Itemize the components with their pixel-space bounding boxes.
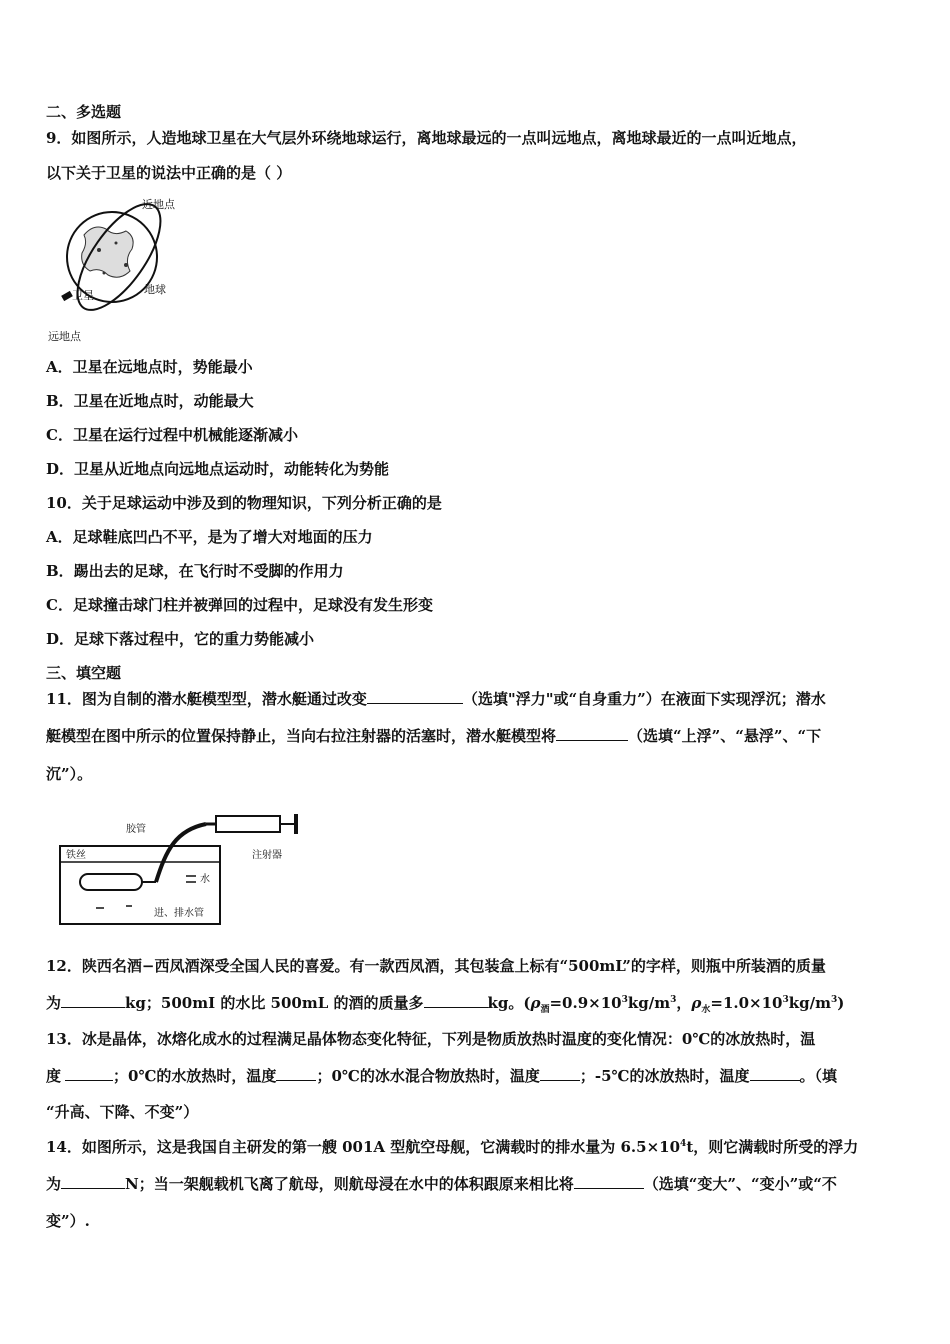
answer-blank[interactable]	[61, 993, 125, 1008]
q13-text: ；-5℃的冰放热时，温度	[579, 1067, 750, 1085]
answer-blank[interactable]	[750, 1066, 800, 1081]
q10-option-b: B．踢出去的足球，在飞行时不受脚的作用力	[46, 562, 344, 580]
syringe-label: 注射器	[252, 850, 282, 861]
tube-label: 胶管	[126, 824, 146, 835]
answer-blank[interactable]	[276, 1066, 316, 1081]
q14-line2	[46, 1174, 837, 1194]
q12-text: =0.9×10	[549, 994, 622, 1012]
q11-text: （选填“上浮”、“悬浮”、“下	[628, 727, 822, 745]
wire-label: 铁丝	[66, 850, 86, 861]
q11-line1	[46, 689, 826, 709]
exponent: 3	[830, 995, 838, 1005]
q9-stem-line2: 以下关于卫星的说法中正确的是（ ）	[46, 164, 292, 182]
q13-text: ；0℃的水放热时，温度	[113, 1067, 277, 1085]
q12-line2	[46, 993, 844, 1013]
q10-option-d: D．足球下落过程中，它的重力势能减小	[46, 630, 315, 648]
q11-line2	[46, 726, 821, 746]
earth-dot	[103, 272, 106, 275]
q13-line2	[46, 1066, 837, 1086]
answer-blank[interactable]	[424, 993, 488, 1008]
exponent: 3	[621, 995, 628, 1005]
q10-stem: 10．关于足球运动中涉及到的物理知识，下列分析正确的是	[46, 494, 442, 512]
section-title-fill-blank: 三、填空题	[46, 664, 122, 682]
answer-blank[interactable]	[574, 1174, 644, 1189]
satellite-orbit-figure	[44, 195, 194, 345]
exponent: 3	[782, 995, 789, 1005]
q9-option-c: C．卫星在运行过程中机械能逐渐减小	[46, 426, 298, 444]
q13-line3: “升高、下降、不变”）	[46, 1103, 199, 1121]
q12-text: 为	[46, 994, 62, 1012]
q14-text: 为	[46, 1175, 62, 1193]
q11-line3: 沉”）。	[46, 765, 93, 783]
q11-text: 11．图为自制的潜水艇模型型，潜水艇通过改变	[46, 690, 367, 708]
apogee-label: 远地点	[48, 330, 81, 343]
q11-text: 艇模型在图中所示的位置保持静止，当向右拉注射器的活塞时，潜水艇模型将	[46, 727, 557, 745]
inlet-label: 进、排水管	[154, 908, 204, 919]
q11-text: （选填"浮力"或“自身重力”）在液面下实现浮沉；潜水	[462, 690, 826, 708]
subscript-water: 水	[701, 1005, 711, 1015]
q14-line3: 变”）.	[46, 1212, 90, 1230]
answer-blank[interactable]	[61, 1174, 125, 1189]
q14-text: 14．如图所示，这是我国自主研发的第一艘 001A 型航空母舰，它满载时的排水量为 6.5×10	[46, 1138, 681, 1156]
q10-option-c: C．足球撞击球门柱并被弹回的过程中，足球没有发生形变	[46, 596, 433, 614]
q9-option-a: A．卫星在远地点时，势能最小	[46, 358, 253, 376]
q13-text: ；0℃的冰水混合物放热时，温度	[316, 1067, 540, 1085]
exponent: 3	[670, 995, 677, 1005]
q12-text: =1.0×10	[710, 994, 783, 1012]
satellite-label: 卫星	[72, 289, 94, 302]
answer-blank[interactable]	[540, 1066, 580, 1081]
section-title-multi-choice: 二、多选题	[46, 103, 122, 121]
submarine-model-figure	[56, 810, 306, 930]
earth-dot	[97, 248, 101, 252]
q14-text: t，则它满载时所受的浮力	[686, 1138, 859, 1156]
q10-option-a: A．足球鞋底凹凸不平，是为了增大对地面的压力	[46, 528, 373, 546]
water-label: 水	[200, 874, 210, 885]
q12-text: kg/m	[788, 994, 831, 1012]
q12-line1: 12．陕西名酒−西凤酒深受全国人民的喜爱。有一款西凤酒，其包装盒上标有“500mL”的字样，则瓶中所装酒的质量	[46, 957, 826, 975]
exponent: 4	[680, 1139, 687, 1149]
q9-option-b: B．卫星在近地点时，动能最大	[46, 392, 254, 410]
q12-text: kg；500mI 的水比 500mL 的酒的质量多	[125, 994, 424, 1012]
answer-blank[interactable]	[65, 1066, 113, 1081]
q14-text: （选填“变大”、“变小”或“不	[643, 1175, 837, 1193]
q12-text: )	[837, 994, 845, 1012]
rho-symbol: ρ	[691, 994, 702, 1012]
q13-text: 度	[46, 1067, 62, 1085]
q12-text: ，	[676, 994, 692, 1012]
answer-blank[interactable]	[556, 726, 628, 741]
q13-line1: 13．冰是晶体，冰熔化成水的过程满足晶体物态变化特征，下列是物质放热时温度的变化情况：0℃的冰放热时，温	[46, 1030, 816, 1048]
q13-text: 。（填	[799, 1067, 838, 1085]
earth-label: 地球	[144, 283, 166, 296]
syringe-barrel	[216, 816, 280, 832]
satellite-orbit-svg	[44, 195, 194, 345]
earth-continents	[82, 227, 133, 277]
q14-line1	[46, 1137, 858, 1157]
answer-blank[interactable]	[367, 689, 463, 704]
q14-text: N；当一架舰载机飞离了航母，则航母浸在水中的体积跟原来相比将	[125, 1175, 574, 1193]
q9-option-d: D．卫星从近地点向远地点运动时，动能转化为势能	[46, 460, 390, 478]
submarine-model	[80, 874, 142, 890]
q12-text: kg/m	[627, 994, 671, 1012]
rho-symbol: ρ	[530, 994, 541, 1012]
subscript-wine: 酒	[540, 1005, 550, 1015]
submarine-model-svg	[56, 810, 306, 930]
earth-dot	[124, 263, 128, 267]
q9-stem-line1: 9．如图所示，人造地球卫星在大气层外环绕地球运行，离地球最远的一点叫远地点，离地球最近的一点叫近地点，	[46, 129, 807, 147]
earth-dot	[115, 242, 118, 245]
rubber-tube	[156, 824, 206, 882]
perigee-label: 近地点	[142, 198, 175, 211]
q12-text: kg。(	[487, 994, 531, 1012]
